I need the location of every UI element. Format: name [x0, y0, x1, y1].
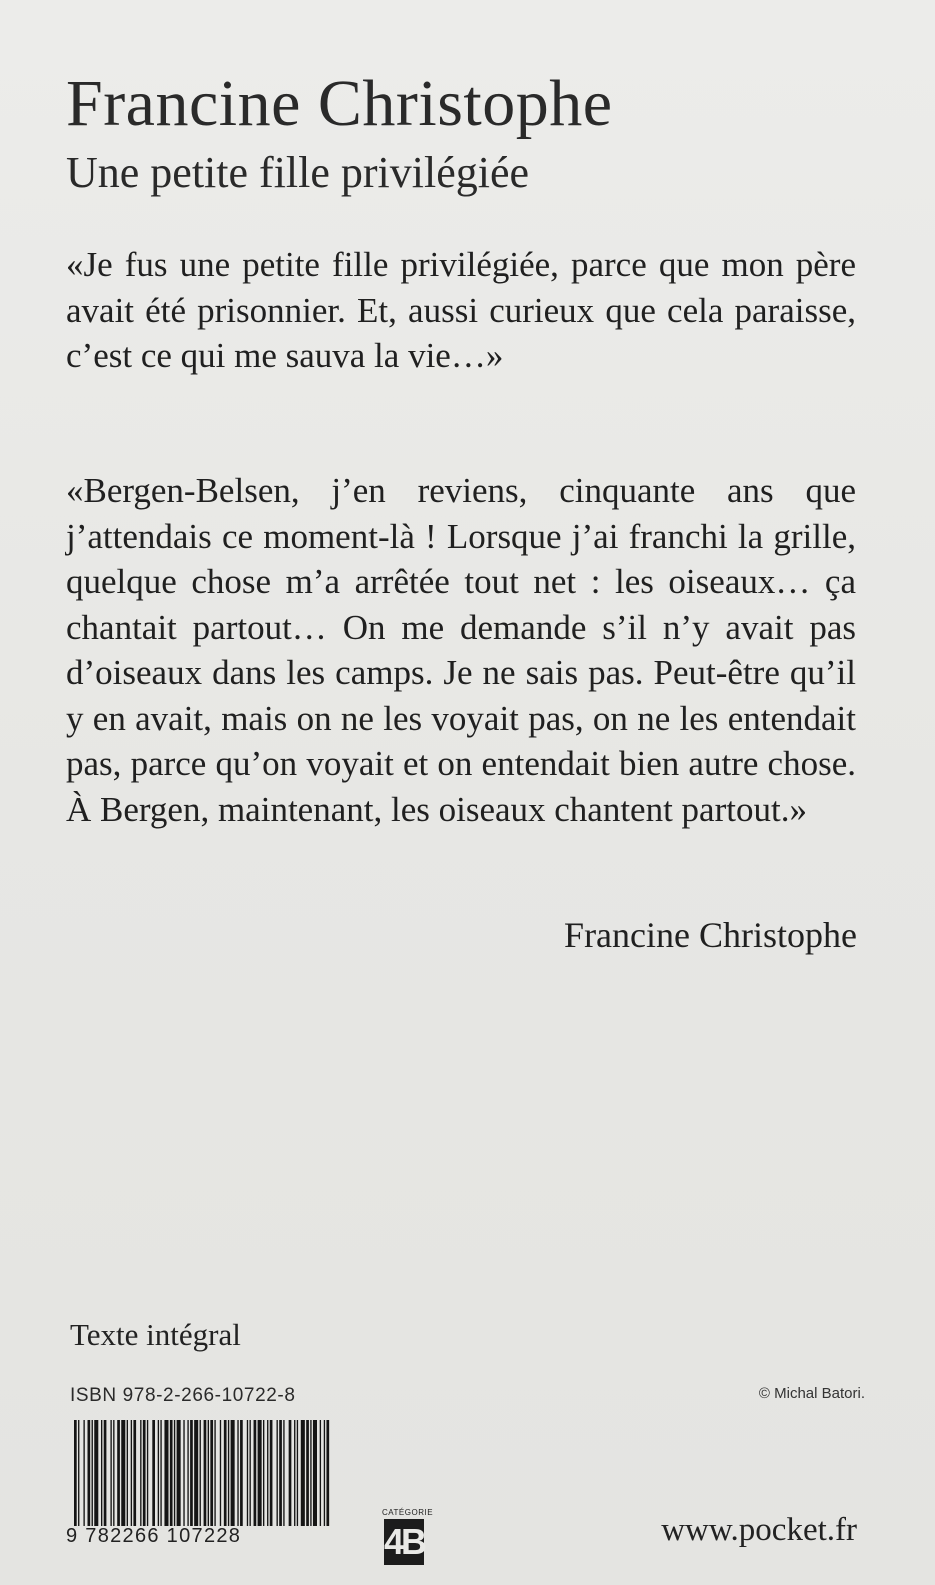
author-name-heading: Francine Christophe	[66, 67, 613, 140]
isbn-text: ISBN 978-2-266-10722-8	[70, 1385, 296, 1406]
barcode-digits: 9 782266 107228	[66, 1525, 242, 1547]
category-label: CATÉGORIE	[382, 1508, 434, 1517]
blurb-quote-2: «Bergen-Belsen, j’en reviens, cinquante ans que j’attendais ce moment-là ! Lorsque j’ai franchi la grille, quelque chose m’a arrêtée tout net : les oiseaux… ça chantait partout… On me demande s’il n’y avait pas d’oiseaux dans les camps. Je ne sais pas. Peut-être qu’il y en avait, mais on ne les voyait pas, on ne les entendait pas, parce qu’on voyait et on entendait bien autre chose. À Bergen, maintenant, les oiseaux chantent partout.»	[66, 471, 856, 829]
blurb-quote-1: «Je fus une petite fille privilégiée, parce que mon père avait été prisonnier. Et, aussi curieux que cela paraisse, c’est ce qui me sauva la vie…»	[66, 245, 856, 375]
quote-signature: Francine Christophe	[564, 915, 857, 955]
category-value: 4B	[384, 1519, 424, 1565]
photo-credit: © Michal Batori.	[758, 1385, 865, 1402]
edition-note: Texte intégral	[70, 1317, 241, 1352]
publisher-website: www.pocket.fr	[661, 1512, 857, 1548]
category-logo	[382, 1508, 432, 1570]
book-title: Une petite fille privilégiée	[66, 148, 530, 197]
